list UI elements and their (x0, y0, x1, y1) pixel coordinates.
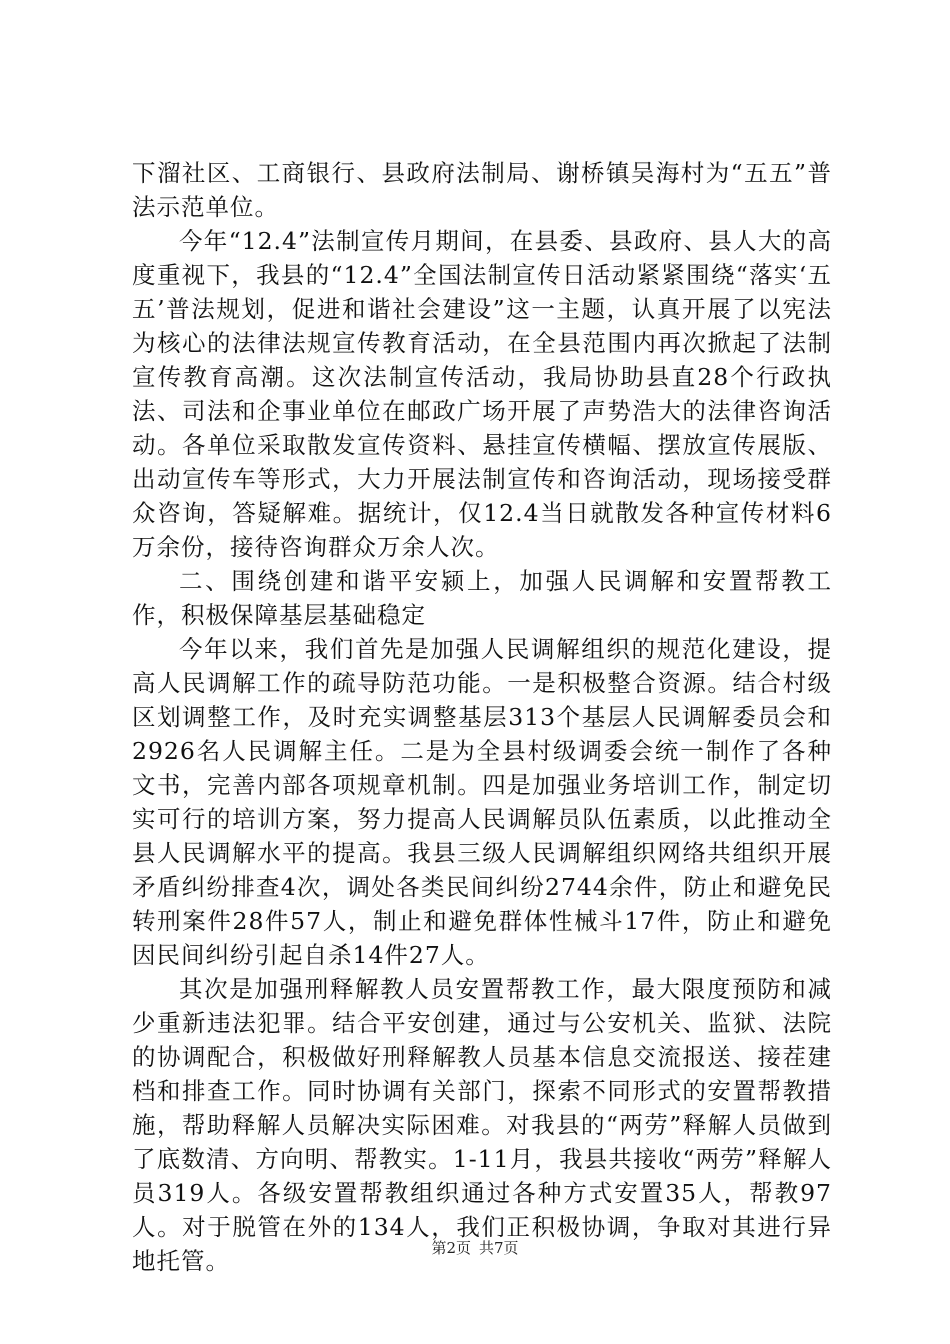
page-footer (0, 1238, 950, 1258)
paragraph-resettlement: 其次是加强刑释解教人员安置帮教工作，最大限度预防和减少重新违法犯罪。结合平安创建，通过与公安机关、监狱、法院的协调配合，积极做好刑释解教人员基本信息交流报送、接茬建档和排查工作。同时协调有关部门，探索不同形式的安置帮教措施，帮助释解人员解决实际困难。对我县的“两劳”释解人员做到了底数清、方向明、帮教实。1-11月，我县共接收“两劳”释解人员319人。各级安置帮教组织通过各种方式安置35人，帮教97人。对于脱管在外的134人，我们正积极协调，争取对其进行异地托管。 (132, 975, 832, 1275)
paragraph-continuation: 下溜社区、工商银行、县政府法制局、谢桥镇吴海村为“五五”普法示范单位。 (132, 159, 832, 221)
page-number: 第2页 (431, 1239, 471, 1257)
paragraph-mediation: 今年以来，我们首先是加强人民调解组织的规范化建设，提高人民调解工作的疏导防范功能。一是积极整合资源。结合村级区划调整工作，及时充实调整基层313个基层人民调解委员会和2926名人民调解主任。二是为全县村级调委会统一制作了各种文书，完善内部各项规章机制。四是加强业务培训工作，制定切实可行的培训方案，努力提高人民调解员队伍素质，以此推动全县人民调解水平的提高。我县三级人民调解组织网络共组织开展矛盾纠纷排查4次，调处各类民间纠纷2744余件，防止和避免民转刑案件28件57人，制止和避免群体性械斗17件，防止和避免因民间纠纷引起自杀14件27人。 (132, 635, 832, 969)
section-heading-2: 二、围绕创建和谐平安颍上，加强人民调解和安置帮教工作，积极保障基层基础稳定 (132, 567, 832, 629)
paragraph-legal-publicity-month: 今年“12.4”法制宣传月期间，在县委、县政府、县人大的高度重视下，我县的“12.4”全国法制宣传日活动紧紧围绕“落实‘五五’普法规划，促进和谐社会建设”这一主题，认真开展了以宪法为核心的法律法规宣传教育活动，在全县范围内再次掀起了法制宣传教育高潮。这次法制宣传活动，我局协助县直28个行政执法、司法和企事业单位在邮政广场开展了声势浩大的法律咨询活动。各单位采取散发宣传资料、悬挂宣传横幅、摆放宣传展版、出动宣传车等形式，大力开展法制宣传和咨询活动，现场接受群众咨询，答疑解难。据统计，仅12.4当日就散发各种宣传材料6万余份，接待咨询群众万余人次。 (132, 227, 832, 561)
page-total: 共7页 (479, 1239, 519, 1257)
document-body (132, 156, 832, 1278)
